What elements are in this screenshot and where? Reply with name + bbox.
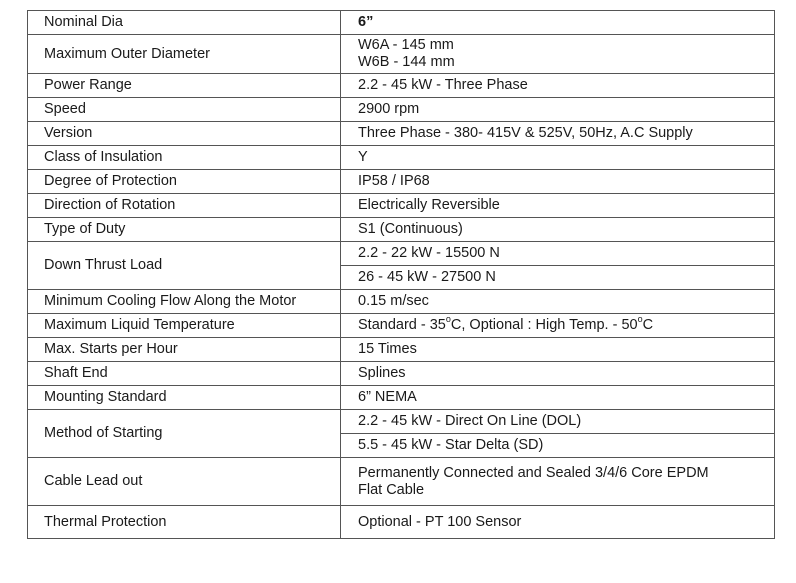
param-label: Maximum Outer Diameter [28,35,341,74]
param-label: Thermal Protection [28,506,341,539]
table-row [28,242,775,266]
param-value: Y [341,146,775,170]
table-row [28,410,775,434]
param-label: Cable Lead out [28,458,341,506]
param-value: Three Phase - 380- 415V & 525V, 50Hz, A.C Supply [341,122,775,146]
table-row [28,74,775,98]
param-label: Speed [28,98,341,122]
param-label: Shaft End [28,362,341,386]
degree-mark: o [637,314,643,325]
param-label: Power Range [28,74,341,98]
param-value: 6” [341,11,775,35]
param-label: Degree of Protection [28,170,341,194]
param-value: 2900 rpm [341,98,775,122]
param-value: Optional - PT 100 Sensor [341,506,775,539]
param-value: Splines [341,362,775,386]
table-row [28,194,775,218]
param-label: Max. Starts per Hour [28,338,341,362]
table-row [28,386,775,410]
table-row [28,146,775,170]
param-value: 2.2 - 45 kW - Direct On Line (DOL) [341,410,775,434]
param-value: 0.15 m/sec [341,290,775,314]
param-label: Version [28,122,341,146]
param-value [341,314,775,338]
param-value [341,458,775,506]
param-value: S1 (Continuous) [341,218,775,242]
param-label: Minimum Cooling Flow Along the Motor [28,290,341,314]
param-value: 5.5 - 45 kW - Star Delta (SD) [341,434,775,458]
value-line: Permanently Connected and Sealed 3/4/6 Core EPDM [358,464,709,481]
table-row [28,218,775,242]
table-row [28,314,775,338]
table-row [28,98,775,122]
param-value: 2.2 - 22 kW - 15500 N [341,242,775,266]
param-label: Nominal Dia [28,11,341,35]
param-label: Mounting Standard [28,386,341,410]
degree-mark: o [445,314,451,325]
value-text: Standard - 35 [358,317,446,333]
value-text: C [642,317,654,333]
param-value: 15 Times [341,338,775,362]
value-line: W6B - 144 mm [358,54,455,70]
param-label: Method of Starting [28,410,341,458]
specification-table [27,10,775,539]
table-row [28,290,775,314]
value-line: W6A - 145 mm [358,37,454,53]
param-label: Down Thrust Load [28,242,341,290]
value-line: Flat Cable [358,481,425,498]
table-row [28,11,775,35]
param-value: Electrically Reversible [341,194,775,218]
table-row [28,362,775,386]
param-value: 26 - 45 kW - 27500 N [341,266,775,290]
param-label: Maximum Liquid Temperature [28,314,341,338]
param-label: Class of Insulation [28,146,341,170]
param-value: 2.2 - 45 kW - Three Phase [341,74,775,98]
table-row [28,35,775,74]
param-value: IP58 / IP68 [341,170,775,194]
table-row [28,122,775,146]
param-value: 6” NEMA [341,386,775,410]
table-row [28,170,775,194]
table-row [28,506,775,539]
param-label: Direction of Rotation [28,194,341,218]
param-label: Type of Duty [28,218,341,242]
value-text: C, Optional : High Temp. - 50 [450,317,638,333]
param-value [341,35,775,74]
table-row [28,338,775,362]
table-row [28,458,775,506]
